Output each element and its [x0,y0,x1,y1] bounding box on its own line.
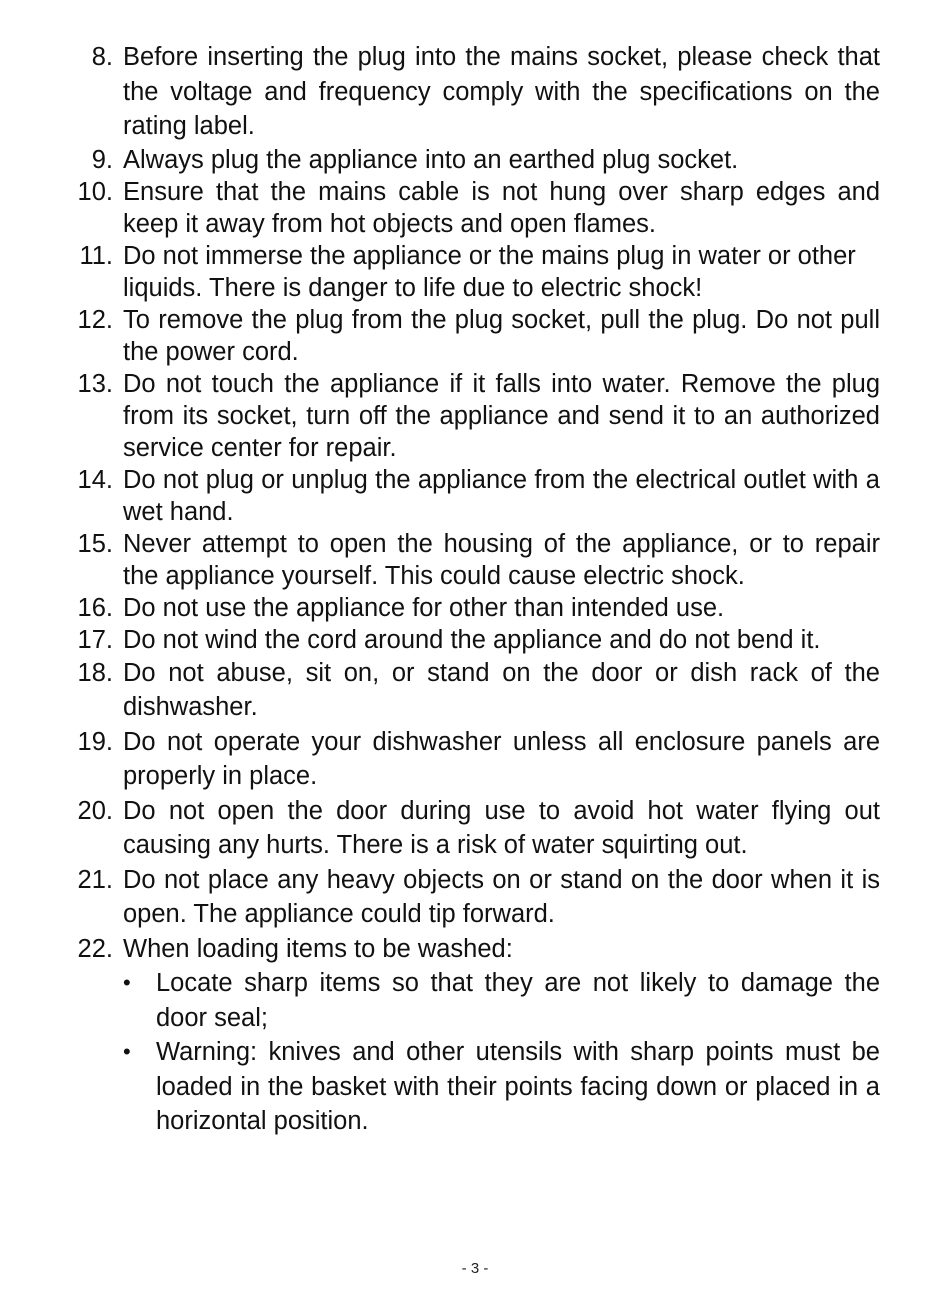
item-text: Do not use the appliance for other than intended use. [123,593,725,622]
page-number: - 3 - [461,1260,489,1277]
item-text: Always plug the appliance into an earthed plug socket. [123,145,739,174]
item-number: 22. [77,934,113,963]
item-number: 16. [77,593,113,622]
list-item [55,464,885,528]
list-item [55,932,885,967]
item-number: 14. [77,465,113,494]
list-item [55,176,885,240]
bullet-text: Locate sharp items so that they are not likely to damage the door seal; [156,969,880,1032]
bullet-item [123,1035,885,1139]
item-text: Do not place any heavy objects on or stand on the door when it is open. The appliance could tip forward. [123,865,880,928]
item-text: Do not touch the appliance if it falls into water. Remove the plug from its socket, turn off the appliance and send it to an authorized service center for repair. [123,369,880,462]
item-text: To remove the plug from the plug socket, pull the plug. Do not pull the power cord. [123,305,880,366]
item-text: Do not abuse, sit on, or stand on the door or dish rack of the dishwasher. [123,658,880,721]
item-text: Before inserting the plug into the mains socket, please check that the voltage and frequency comply with the specifications on the rating label. [123,43,880,140]
item-number: 12. [77,305,113,334]
item-text: Never attempt to open the housing of the appliance, or to repair the appliance yourself. This could cause electric shock. [123,529,880,590]
item-number: 8. [91,43,113,71]
list-item [55,656,885,725]
list-item [55,240,885,304]
list-item [55,144,885,176]
item-number: 17. [77,625,113,654]
list-item [55,368,885,464]
item-text: Do not immerse the appliance or the mains plug in water or other liquids. There is danger to life due to electric shock! [123,241,856,302]
item-number: 19. [77,727,113,756]
item-number: 9. [91,145,113,174]
item-number: 11. [79,241,113,270]
list-item [55,725,885,794]
item-number: 15. [77,529,113,558]
item-text: When loading items to be washed: [123,934,513,963]
bullet-glyph: • [123,970,131,995]
item-number: 21. [77,865,113,894]
list-item [55,794,885,863]
item-text: Do not operate your dishwasher unless all enclosure panels are properly in place. [123,727,880,790]
list-item [55,40,885,144]
bullet-text: Warning: knives and other utensils with sharp points must be loaded in the basket with their points facing down or placed in a horizontal position. [156,1038,880,1135]
item-number: 13. [77,369,113,398]
item-text: Do not wind the cord around the appliance and do not bend it. [123,625,821,654]
item-text: Do not plug or unplug the appliance from the electrical outlet with a wet hand. [123,465,880,526]
list-item [55,304,885,368]
safety-instructions-list [55,40,885,1139]
item-number: 18. [77,658,113,687]
list-item [55,528,885,592]
bullet-item [123,966,885,1035]
item-number: 20. [77,796,113,825]
item-text: Ensure that the mains cable is not hung over sharp edges and keep it away from hot objects and open flames. [123,177,880,238]
list-item [55,592,885,624]
item-number: 10. [77,177,113,206]
bullet-glyph: • [123,1039,131,1064]
list-item [55,863,885,932]
list-item [55,624,885,656]
loading-bullet-list [123,966,885,1139]
item-text: Do not open the door during use to avoid hot water flying out causing any hurts. There is a risk of water squirting out. [123,796,880,859]
